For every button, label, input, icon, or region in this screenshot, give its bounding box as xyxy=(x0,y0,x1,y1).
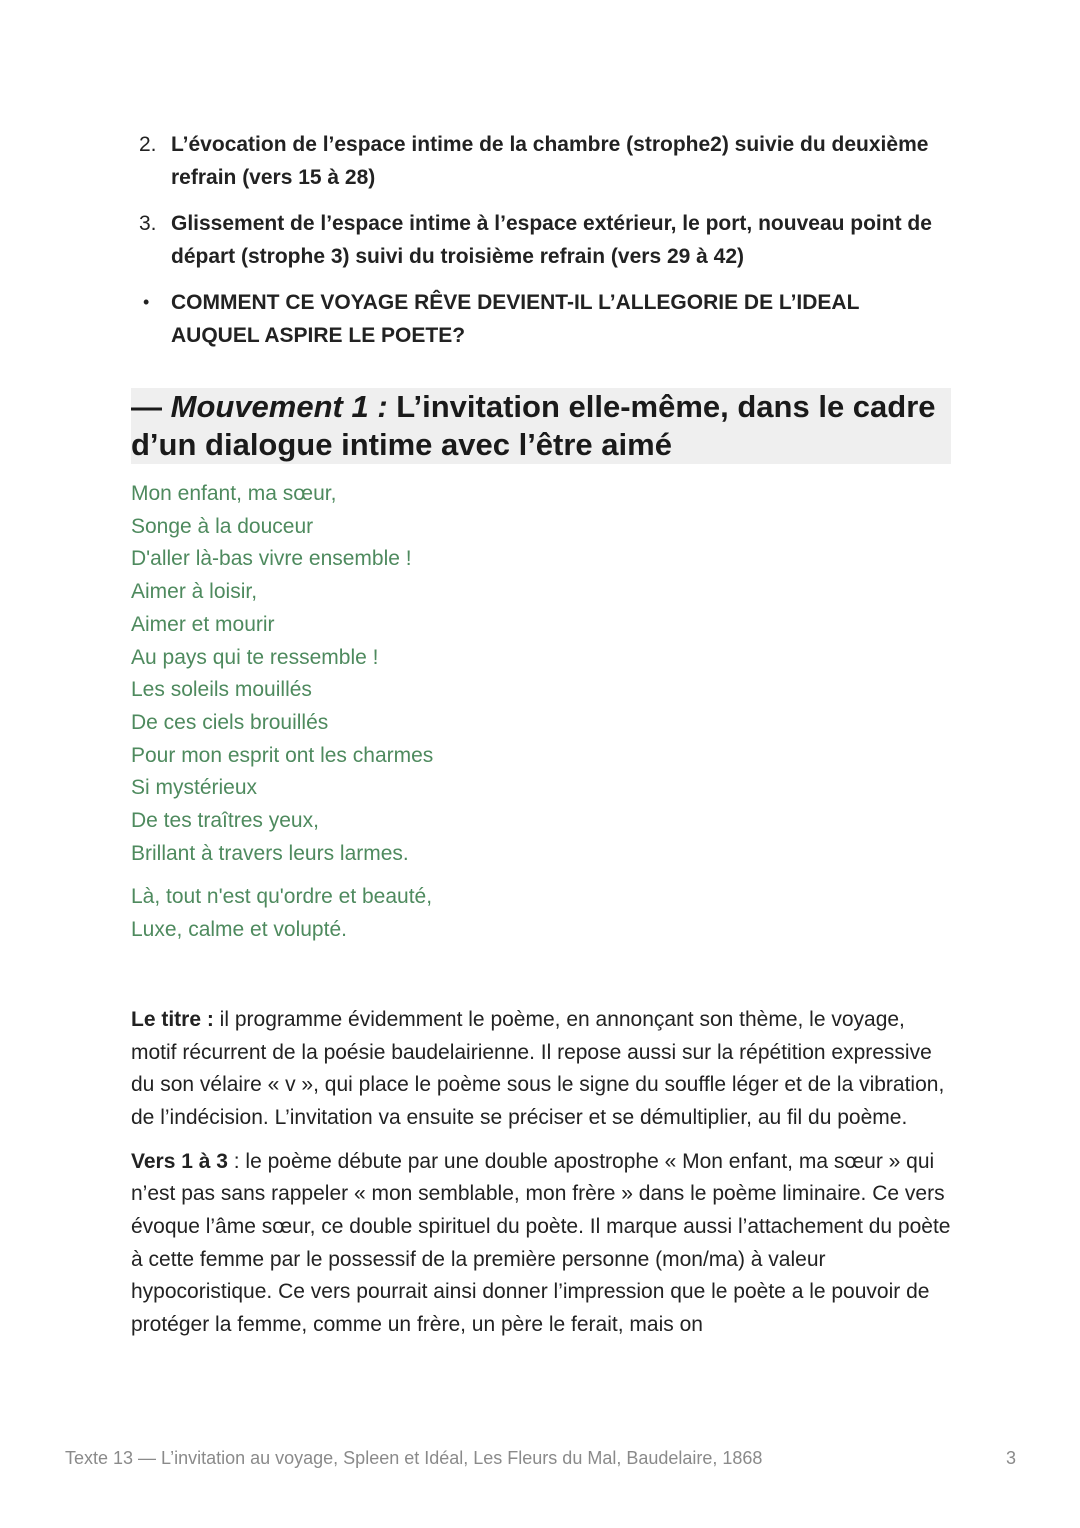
plan-item-number: 3. xyxy=(139,212,157,235)
page-content xyxy=(131,128,951,1353)
analysis-paragraph-verses xyxy=(131,1146,951,1342)
paragraph-text: : le poème débute par une double apostrophe « Mon enfant, ma sœur » qui n’est pas sans rappeler « mon semblable, mon frère » dans le poème liminaire. Ce vers évoque l’âme sœur, ce double spirituel du poète. Il marque aussi l’attachement du poète à cette femme par le possessif de la première personne (mon/ma) à valeur hypocoristique. Ce vers pourrait ainsi donner l’impression que le poète a le pouvoir de protéger la femme, comme un frère, un père le ferait, mais on xyxy=(131,1149,951,1337)
bullet-icon: • xyxy=(143,292,150,312)
page-number: 3 xyxy=(1005,1448,1016,1468)
poem-stanza xyxy=(131,478,951,870)
poem-line: Si mystérieux xyxy=(131,776,258,800)
poem-line: Aimer à loisir, xyxy=(131,580,258,604)
poem-line: Brillant à travers leurs larmes. xyxy=(131,841,409,865)
analysis-paragraph-title xyxy=(131,1004,951,1135)
poem-line: De ces ciels brouillés xyxy=(131,710,329,734)
poem-line: Au pays qui te ressemble ! xyxy=(131,645,379,669)
paragraph-lead: Le titre : xyxy=(131,1007,214,1031)
section-heading-dash: — xyxy=(131,389,171,424)
plan-item-text: COMMENT CE VOYAGE RÊVE DEVIENT-IL L’ALLEGORIE DE L’IDEAL AUQUEL ASPIRE LE POETE? xyxy=(171,291,860,347)
section-heading xyxy=(131,388,951,464)
paragraph-lead: Vers 1 à 3 xyxy=(131,1149,228,1173)
poem-line: Là, tout n'est qu'ordre et beauté, xyxy=(131,885,433,909)
paragraph-text: il programme évidemment le poème, en annonçant son thème, le voyage, motif récurrent de la poésie baudelairienne. Il repose aussi sur la répétition expressive du son vélaire « v », qui place le poème sous le signe du souffle léger et de la vibration, de l’indécision. L’invitation va ensuite se préciser et se démultiplier, au fil du poème. xyxy=(131,1007,945,1129)
poem-excerpt xyxy=(131,478,951,947)
poem-line: Les soleils mouillés xyxy=(131,678,312,702)
poem-line: D'aller là-bas vivre ensemble ! xyxy=(131,547,412,571)
poem-line: De tes traîtres yeux, xyxy=(131,809,319,833)
plan-list xyxy=(131,128,951,352)
plan-item-text: L’évocation de l’espace intime de la chambre (strophe2) suivie du deuxième refrain (vers 15 à 28) xyxy=(171,133,929,189)
page-footer xyxy=(65,1448,1016,1469)
plan-item-number: 2. xyxy=(139,133,157,156)
plan-item-text: Glissement de l’espace intime à l’espace extérieur, le port, nouveau point de départ (strophe 3) suivi du troisième refrain (vers 29 à 42) xyxy=(171,212,932,268)
plan-item xyxy=(131,207,951,273)
footer-source: Texte 13 — L’invitation au voyage, Spleen et Idéal, Les Fleurs du Mal, Baudelaire, 1868 xyxy=(65,1448,763,1468)
section-heading-label: Mouvement 1 : xyxy=(170,389,388,424)
poem-line: Luxe, calme et volupté. xyxy=(131,918,347,942)
plan-item xyxy=(131,128,951,194)
poem-line: Aimer et mourir xyxy=(131,612,275,636)
poem-line: Mon enfant, ma sœur, xyxy=(131,482,337,505)
plan-item xyxy=(131,286,951,352)
analysis xyxy=(131,1004,951,1342)
poem-line: Pour mon esprit ont les charmes xyxy=(131,743,434,767)
poem-refrain xyxy=(131,881,951,946)
poem-line: Songe à la douceur xyxy=(131,514,314,538)
section-heading-title: L’invitation elle-même, dans le cadre d’un dialogue intime avec l’être aimé xyxy=(131,389,936,462)
